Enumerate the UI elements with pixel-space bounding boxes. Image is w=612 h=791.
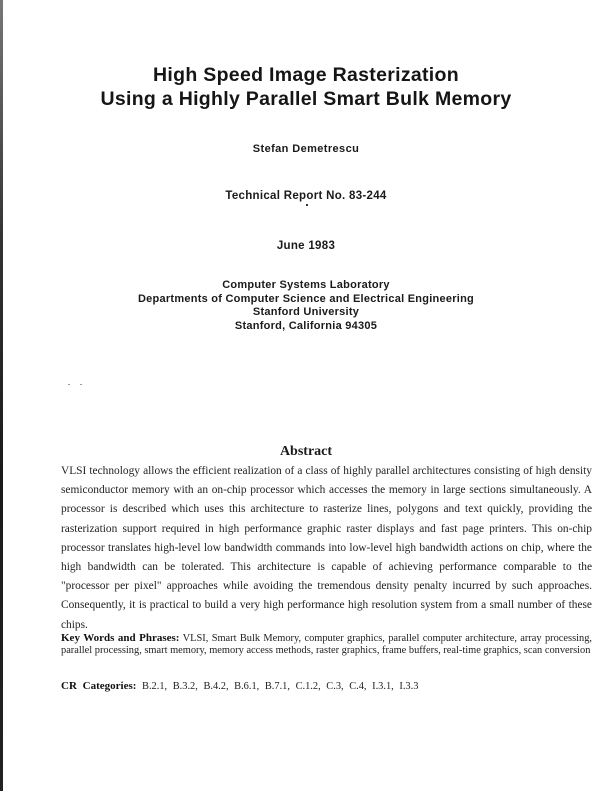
title-line-1: High Speed Image Rasterization bbox=[153, 64, 459, 86]
abstract-body: VLSI technology allows the efficient realization of a class of highly parallel architectures consisting of high density semiconductor memory with an on-chip processor which accesses the memory in large sections simultaneously. A processor is described which uses this architecture to rasterize lines, polygons and text quickly, providing the rasterization support required in high performance graphic raster displays and fast page printers. This on-chip processor translates high-level low bandwidth commands into low-level high bandwidth actions on chip, where the high bandwidth can be tolerated. This architecture is capable of achieving performance comparable to the "processor per pixel" approaches while avoiding the tremendous density penalty incurred by such approaches. Consequently, it is practical to build a very high performance high resolution system from a small number of these chips. bbox=[61, 465, 592, 631]
cr-categories-label: CR Categories: bbox=[61, 680, 137, 692]
title-line-2: Using a Highly Parallel Smart Bulk Memory bbox=[100, 88, 512, 110]
scan-edge-artifact bbox=[0, 0, 3, 791]
document-title bbox=[0, 63, 612, 111]
affiliation-departments: Departments of Computer Science and Electrical Engineering bbox=[137, 292, 475, 305]
scan-dot-artifact bbox=[306, 204, 308, 206]
keywords-label: Key Words and Phrases: bbox=[61, 632, 180, 644]
author-name: Stefan Demetrescu bbox=[252, 143, 360, 155]
affiliation-block bbox=[0, 279, 612, 333]
cr-categories-text: B.2.1, B.3.2, B.4.2, B.6.1, B.7.1, C.1.2, C.3, C.4, I.3.1, I.3.3 bbox=[142, 681, 419, 692]
publication-date: June 1983 bbox=[276, 240, 336, 252]
affiliation-university: Stanford University bbox=[252, 306, 360, 318]
cr-categories-section bbox=[61, 680, 592, 692]
affiliation-lab: Computer Systems Laboratory bbox=[222, 279, 390, 291]
scan-specks-artifact bbox=[68, 384, 84, 386]
affiliation-address: Stanford, California 94305 bbox=[234, 319, 378, 332]
keywords-text: VLSI, Smart Bulk Memory, computer graphics, parallel computer architecture, array processing, parallel processing, smart memory, memory access methods, raster graphics, frame buffers, real-time graphics, scan conversion bbox=[61, 633, 592, 657]
abstract-heading: Abstract bbox=[279, 444, 333, 459]
keywords-section bbox=[61, 632, 592, 658]
report-number: Technical Report No. 83-244 bbox=[225, 190, 387, 202]
